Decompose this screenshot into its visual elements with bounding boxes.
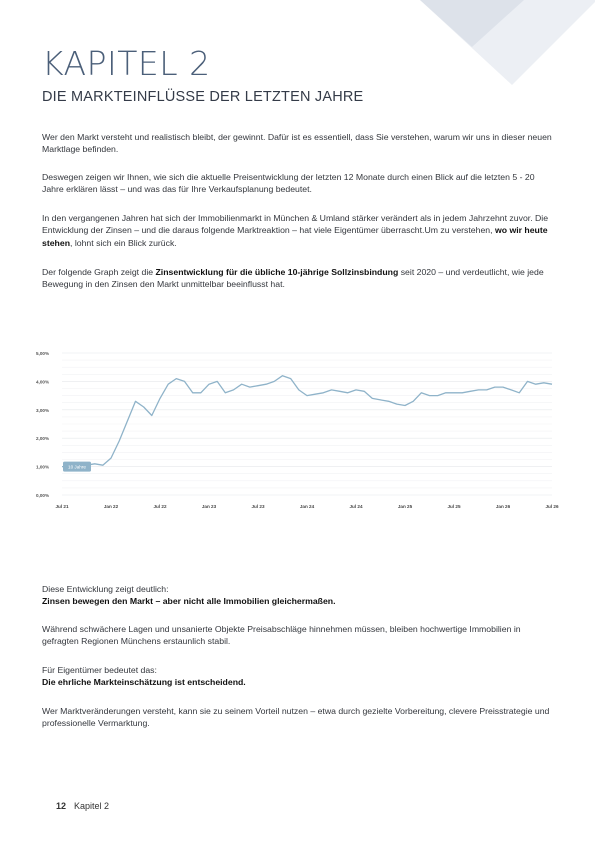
y-tick-label: 0,00%	[36, 493, 50, 498]
series-label: 10 Jahre	[68, 464, 86, 470]
summary-paragraph-3-line: Für Eigentümer bedeutet das:	[42, 665, 157, 675]
y-tick-label: 5,00%	[36, 351, 50, 356]
footer-chapter-label: Kapitel 2	[74, 801, 110, 811]
intro-paragraph-4-bold: Zinsentwicklung für die übliche 10-jährige Sollzinsbindung	[155, 267, 399, 277]
chapter-subtitle: DIE MARKTEINFLÜSSE DER LETZTEN JAHRE	[42, 89, 364, 105]
x-tick-label: Jan 25	[397, 504, 413, 509]
x-tick-label: Jan 23	[201, 504, 217, 509]
intro-paragraph-3-text-a: In den vergangenen Jahren hat sich der Immobilienmarkt in München & Umland stärker verändert als in jedem Jahrzehnt zuvor. Die Entwicklung der Zinsen – und die daraus folgende Marktreaktion – hat viele Eigentümer überrascht.Um zu verstehen,	[42, 213, 549, 236]
corner-decoration	[420, 0, 595, 90]
x-tick-label: Jan 22	[103, 504, 119, 509]
y-tick-label: 3,00%	[36, 407, 50, 413]
x-tick-label: Jul 24	[349, 504, 363, 509]
x-tick-label: Jan 26	[495, 504, 511, 509]
page-footer	[56, 801, 109, 811]
intro-paragraph-4-text-a: Der folgende Graph zeigt die	[42, 267, 156, 277]
interest-rate-chart	[32, 345, 567, 515]
summary-paragraph-1	[42, 583, 554, 608]
summary-paragraph-4: Wer Marktveränderungen versteht, kann sie zu seinem Vorteil nutzen – etwa durch gezielte Vorbereitung, clevere Preisstrategie und professionelle Vermarktung.	[42, 706, 550, 729]
series-line-10-jahre	[62, 376, 552, 470]
intro-paragraph-1: Wer den Markt versteht und realistisch bleibt, der gewinnt. Dafür ist es essentiell, dass Sie verstehen, warum wir uns in dieser neuen Marktlage befinden.	[42, 132, 552, 155]
summary-paragraph-3	[42, 664, 554, 689]
page-number: 12	[56, 801, 67, 811]
intro-paragraph-3-bold: wo wir heute stehen	[42, 225, 548, 248]
x-tick-label: Jul 21	[55, 504, 69, 509]
y-tick-label: 1,00%	[36, 464, 50, 470]
intro-paragraph-3	[42, 212, 554, 249]
summary-paragraph-1-line: Diese Entwicklung zeigt deutlich:	[42, 584, 169, 594]
intro-paragraph-2: Deswegen zeigen wir Ihnen, wie sich die aktuelle Preisentwicklung der letzten 12 Monate durch einen Blick auf die letzten 5 - 20 Jahre erklären lässt – und was das für Ihre Verkaufsplanung bedeutet.	[42, 172, 535, 195]
summary-paragraph-2: Während schwächere Lagen und unsanierte Objekte Preisabschläge hinnehmen müssen, bleiben hochwertige Immobilien in gefragten Regionen Münchens erstaunlich stabil.	[42, 624, 521, 647]
intro-paragraph-3-text-b: , lohnt sich ein Blick zurück.	[70, 237, 177, 248]
y-tick-label: 2,00%	[36, 436, 50, 442]
x-tick-label: Jul 25	[447, 504, 461, 509]
summary-paragraph-1-bold: Zinsen bewegen den Markt – aber nicht alle Immobilien gleichermaßen.	[42, 596, 336, 607]
y-tick-label: 4,00%	[36, 379, 50, 385]
x-tick-label: Jul 26	[545, 504, 559, 509]
intro-paragraph-4	[42, 266, 554, 291]
summary-paragraph-3-bold: Die ehrliche Markteinschätzung ist entscheidend.	[42, 677, 246, 688]
intro-paragraph-4-text-b: seit 2020 – und verdeutlicht, wie jede Bewegung in den Zinsen den Markt unmittelbar beeinflusst hat.	[42, 267, 544, 290]
x-tick-label: Jan 24	[299, 504, 315, 509]
x-tick-label: Jul 22	[153, 504, 167, 509]
chapter-title: KAPITEL 2	[42, 44, 211, 83]
x-tick-label: Jul 23	[251, 504, 265, 509]
